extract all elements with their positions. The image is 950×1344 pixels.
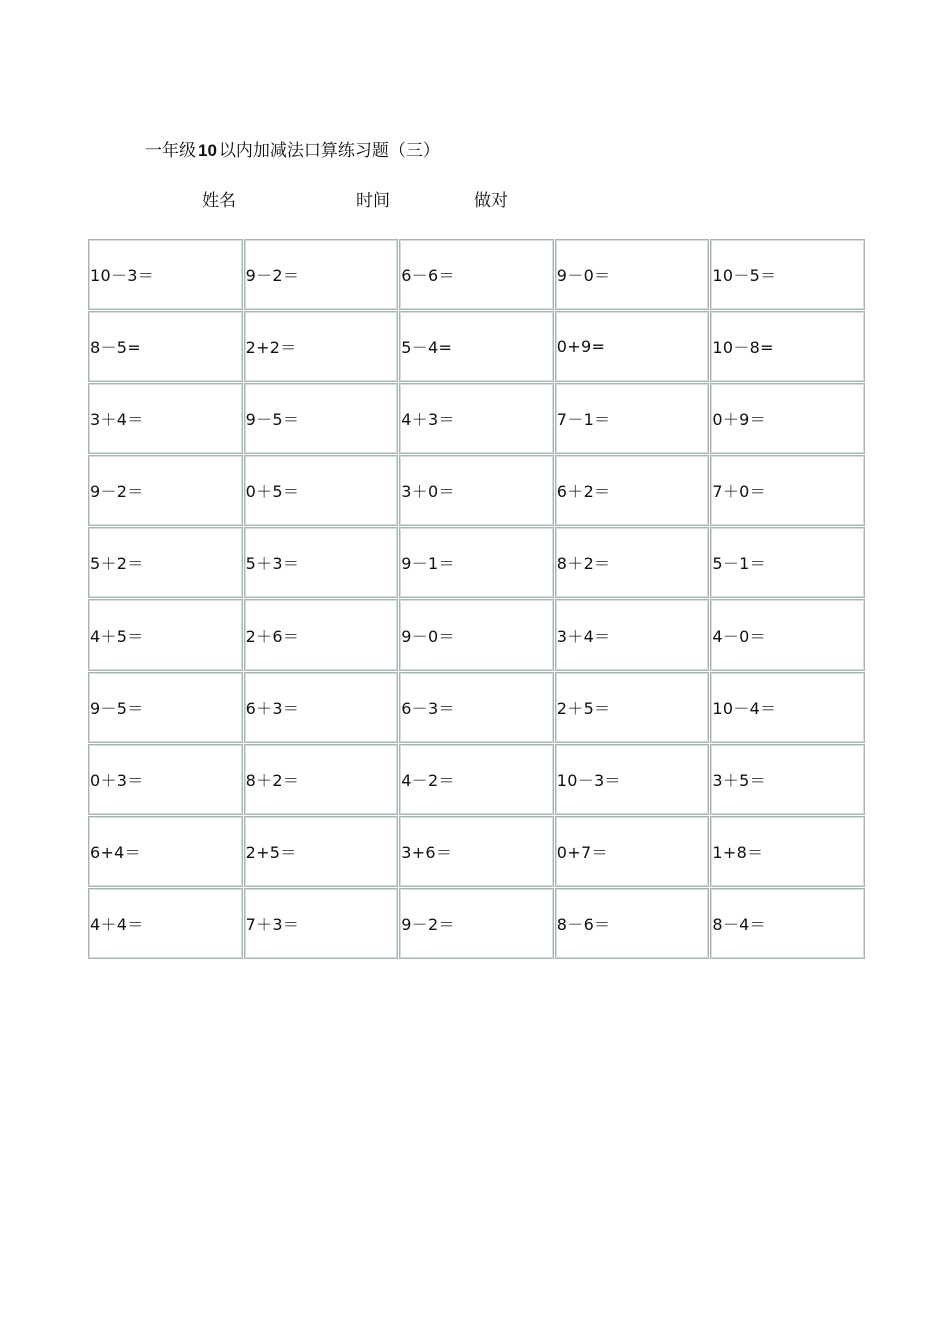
problem-cell: 5＋3＝ (244, 527, 399, 598)
problem-cell: 9－5＝ (244, 383, 399, 454)
problem-cell: 2+5＝ (244, 816, 399, 887)
time-label: 时间 (356, 191, 390, 211)
problem-cell: 9－0＝ (555, 239, 710, 310)
problem-cell: 7＋0＝ (710, 455, 865, 526)
problem-cell: 7－1＝ (555, 383, 710, 454)
problem-cell: 5－4= (399, 311, 554, 382)
problem-cell: 6＋3＝ (244, 672, 399, 743)
problem-cell: 0＋9＝ (710, 383, 865, 454)
problem-cell: 0+9= (555, 311, 710, 382)
problem-cell: 10－4＝ (710, 672, 865, 743)
problem-cell: 9－2＝ (399, 888, 554, 959)
problem-cell: 9－0＝ (399, 599, 554, 670)
problem-cell: 6+4＝ (88, 816, 243, 887)
problem-cell: 3+6＝ (399, 816, 554, 887)
name-label: 姓名 (202, 191, 236, 211)
problem-cell: 8＋2＝ (555, 527, 710, 598)
problem-cell: 4＋3＝ (399, 383, 554, 454)
problem-cell: 10－5＝ (710, 239, 865, 310)
problem-cell: 10－8= (710, 311, 865, 382)
problem-cell: 2+2＝ (244, 311, 399, 382)
correct-count-label: 做对 (474, 191, 508, 211)
problem-cell: 6＋2＝ (555, 455, 710, 526)
problem-cell: 0＋3＝ (88, 744, 243, 815)
problem-cell: 5－1＝ (710, 527, 865, 598)
problem-cell: 9－2＝ (244, 239, 399, 310)
problem-cell: 6－3＝ (399, 672, 554, 743)
problem-cell: 9－2＝ (88, 455, 243, 526)
student-info-row (0, 189, 950, 213)
problem-cell: 10－3＝ (88, 239, 243, 310)
title-prefix: 一年级 (145, 141, 196, 161)
problem-cell: 2＋5＝ (555, 672, 710, 743)
problem-cell: 8－5= (88, 311, 243, 382)
problem-cell: 10－3＝ (555, 744, 710, 815)
title-number: 10 (198, 141, 217, 160)
problem-table (88, 239, 865, 959)
problem-cell: 7＋3＝ (244, 888, 399, 959)
problem-cell: 6－6＝ (399, 239, 554, 310)
problem-cell: 0＋5＝ (244, 455, 399, 526)
problem-cell: 8＋2＝ (244, 744, 399, 815)
problem-cell: 4－0＝ (710, 599, 865, 670)
problem-cell: 9－5＝ (88, 672, 243, 743)
problem-cell: 3＋4＝ (88, 383, 243, 454)
problem-cell: 2＋6＝ (244, 599, 399, 670)
page-title (145, 139, 440, 163)
problem-cell: 3＋0＝ (399, 455, 554, 526)
problem-cell: 9－1＝ (399, 527, 554, 598)
problem-cell: 4＋5＝ (88, 599, 243, 670)
title-suffix: 以内加减法口算练习题（三） (218, 141, 440, 161)
problem-cell: 8－4＝ (710, 888, 865, 959)
problem-cell: 3＋4＝ (555, 599, 710, 670)
problem-cell: 4＋4＝ (88, 888, 243, 959)
problem-cell: 3＋5＝ (710, 744, 865, 815)
problem-cell: 5＋2＝ (88, 527, 243, 598)
problem-cell: 8－6＝ (555, 888, 710, 959)
problem-cell: 4－2＝ (399, 744, 554, 815)
problem-cell: 0+7＝ (555, 816, 710, 887)
problem-cell: 1+8＝ (710, 816, 865, 887)
